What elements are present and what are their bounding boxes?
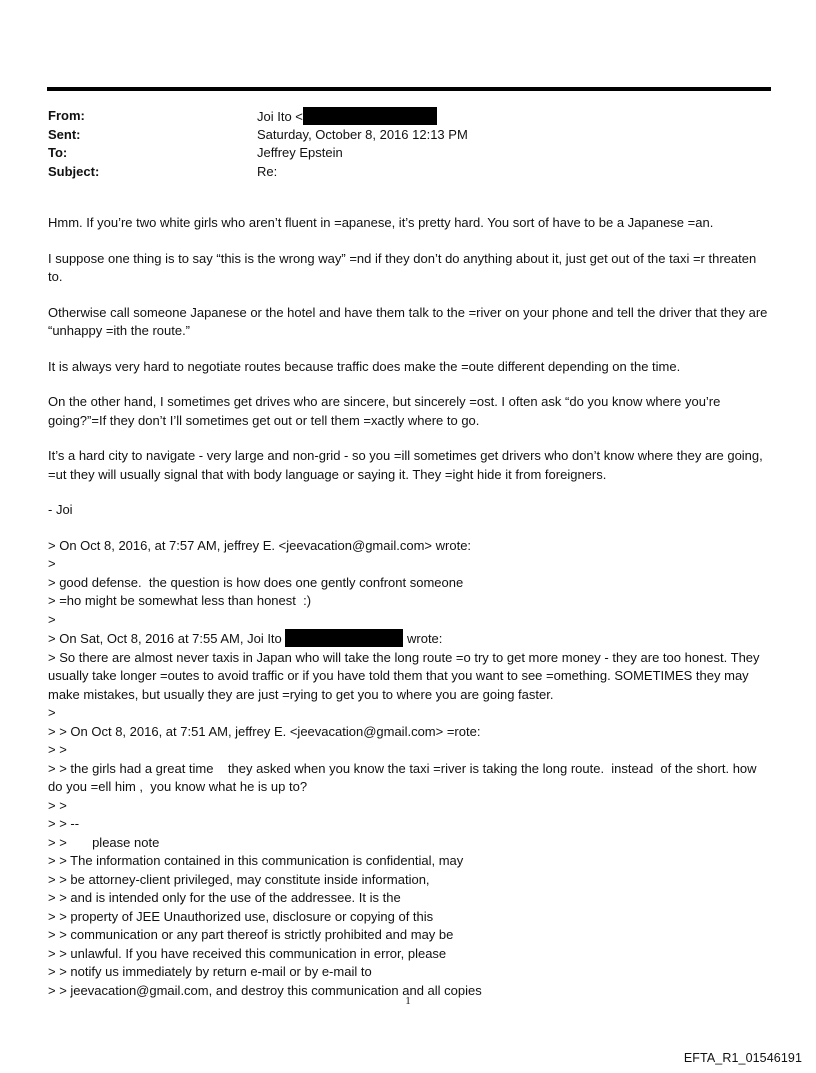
- body-paragraph: I suppose one thing is to say “this is the wrong way” =nd if they don’t do anything about it, just get out of the taxi =r threaten to.: [48, 250, 757, 284]
- quoted-line: > >: [48, 742, 67, 757]
- signature: - Joi: [48, 502, 73, 517]
- quoted-line: > > notify us immediately by return e-mail or by e-mail to: [48, 964, 372, 979]
- email-header: [48, 107, 748, 181]
- body-paragraph: It’s a hard city to navigate - very large and non-grid - so you =ill sometimes get drivers who don’t know where they are going, =ut they will usually signal that with body language or saying it. They =ight hide it from foreigners.: [48, 448, 763, 482]
- email-body: [48, 214, 768, 1000]
- attribution-suffix: wrote:: [403, 631, 443, 646]
- attribution-prefix: > On Sat, Oct 8, 2016 at 7:55 AM, Joi Ito: [48, 631, 286, 646]
- document-id: EFTA_R1_01546191: [683, 1051, 802, 1065]
- sent-row: [48, 126, 748, 145]
- redaction-bar: [303, 107, 437, 125]
- body-paragraph: On the other hand, I sometimes get drives who are sincere, but sincerely =ost. I often ask “do you know where you’re going?”=If they don’t I’ll sometimes get out or tell them =xactly where to go.: [48, 394, 721, 428]
- from-label: From:: [48, 108, 85, 123]
- to-label: To:: [48, 145, 68, 160]
- quoted-thread: [48, 537, 768, 1001]
- subject-value: Re:: [257, 163, 278, 179]
- quoted-line: > > and is intended only for the use of the addressee. It is the: [48, 890, 401, 905]
- quoted-line: > > communication or any part thereof is strictly prohibited and may be: [48, 927, 454, 942]
- quoted-attribution: [48, 629, 768, 649]
- quoted-line: > > property of JEE Unauthorized use, disclosure or copying of this: [48, 908, 434, 924]
- header-rule: [47, 87, 771, 91]
- quoted-line: > > please note: [48, 834, 160, 850]
- page-number: 1: [405, 995, 411, 1007]
- quoted-line: > =ho might be somewhat less than honest :): [48, 593, 312, 608]
- quoted-line: > > be attorney-client privileged, may constitute inside information,: [48, 871, 430, 887]
- subject-row: [48, 163, 748, 182]
- body-paragraph: Hmm. If you’re two white girls who aren’t fluent in =apanese, it’s pretty hard. You sort of have to be a Japanese =an.: [48, 215, 714, 230]
- body-paragraph: Otherwise call someone Japanese or the hotel and have them talk to the =river on your phone and tell the driver that they are “unhappy =ith the route.”: [48, 304, 768, 338]
- to-value: Jeffrey Epstein: [257, 145, 343, 160]
- quoted-line: >: [48, 611, 56, 627]
- from-row: [48, 107, 748, 126]
- quoted-line: > On Oct 8, 2016, at 7:57 AM, jeffrey E. <jeevacation@gmail.com> wrote:: [48, 537, 472, 553]
- from-name: Joi Ito <: [257, 109, 303, 124]
- to-row: [48, 144, 748, 163]
- quoted-line: > > --: [48, 816, 80, 831]
- body-paragraph: It is always very hard to negotiate routes because traffic does make the =oute different depending on the time.: [48, 358, 681, 374]
- quoted-line: > >: [48, 797, 67, 813]
- quoted-line: > good defense. the question is how does one gently confront someone: [48, 574, 464, 590]
- sent-label: Sent:: [48, 126, 81, 142]
- quoted-line: > > unlawful. If you have received this communication in error, please: [48, 945, 447, 961]
- sent-value: Saturday, October 8, 2016 12:13 PM: [257, 126, 468, 142]
- quoted-line: > > On Oct 8, 2016, at 7:51 AM, jeffrey E. <jeevacation@gmail.com> =rote:: [48, 723, 481, 739]
- quoted-line: >: [48, 705, 56, 720]
- quoted-line: > > the girls had a great time they asked when you know the taxi =river is taking the long route. instead of the short. how do you =ell him , you know what he is up to?: [48, 760, 761, 794]
- quoted-line: > So there are almost never taxis in Japan who will take the long route =o try to get more money - they are too honest. They usually take longer =outes to avoid traffic or if you have told them that you want to see =omething. SOMETIMES they may make mistakes, but usually they are just =rying to get you to where you are going faster.: [48, 649, 764, 702]
- quoted-line: > > The information contained in this communication is confidential, may: [48, 853, 464, 868]
- quoted-line: > > jeevacation@gmail.com, and destroy this communication and all copies: [48, 982, 482, 998]
- redaction-bar: [285, 629, 403, 647]
- quoted-line: >: [48, 556, 56, 571]
- subject-label: Subject:: [48, 163, 100, 179]
- from-value: [257, 107, 437, 127]
